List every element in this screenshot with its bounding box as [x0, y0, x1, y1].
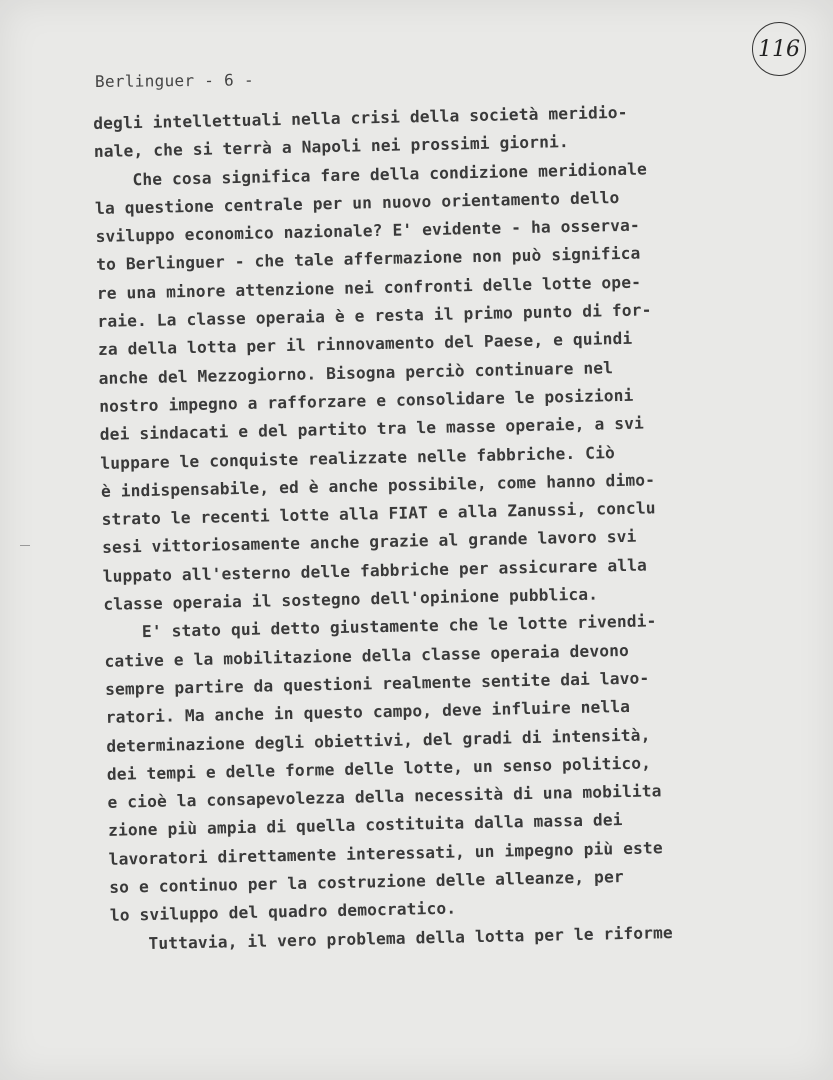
text-line: sempre partire da questioni realmente sentite dai lavo-	[104, 668, 650, 699]
page-number: 116	[758, 36, 800, 62]
page-number-stamp	[752, 22, 806, 76]
running-header: Berlinguer - 6 -	[94, 70, 255, 91]
text-line: determinazione degli obiettivi, del gradi di intensità,	[106, 724, 651, 756]
text-line: sesi vittoriosamente anche grazie al grande lavoro svi	[101, 527, 637, 558]
text-line: e cioè la consapevolezza della necessità di una mobilita	[107, 781, 662, 812]
text-line: luppare le conquiste realizzate nelle fabbriche. Ciò	[100, 442, 616, 473]
text-line: classe operaia il sostegno dell'opinione pubblica.	[103, 584, 599, 614]
text-line: cative e la mobilitazione della classe operaia devono	[104, 640, 630, 671]
text-line: Che cosa significa fare della condizione meridionale	[132, 159, 648, 189]
text-line: lo sviluppo del quadro democratico.	[109, 898, 457, 926]
text-line: za della lotta per il rinnovamento del Paese, e quindi	[97, 329, 633, 360]
text-line: lavoratori direttamente interessati, un impegno più este	[108, 837, 663, 869]
text-line: nale, che si terrà a Napoli nei prossimi giorni.	[93, 132, 569, 162]
text-line: dei tempi e delle forme delle lotte, un senso politico,	[106, 753, 652, 784]
text-line: so e continuo per la costruzione delle alleanze, per	[109, 867, 624, 897]
text-line: la questione centrale per un nuovo orientamento dello	[94, 187, 620, 218]
text-line: zione più ampia di quella costituita dalla massa dei	[107, 810, 623, 841]
text-line: nostro impegno a rafforzare e consolidare le posizioni	[99, 385, 634, 416]
typewritten-body	[93, 97, 711, 958]
text-line: sviluppo economico nazionale? E' evidente - ha osserva-	[95, 215, 640, 247]
text-line: è indispensabile, ed è anche possibile, come hanno dimo-	[100, 470, 656, 501]
text-line: to Berlinguer - che tale affermazione non può significa	[96, 244, 641, 275]
text-line: Tuttavia, il vero problema della lotta per le riforme	[148, 922, 674, 953]
text-line: ratori. Ma anche in questo campo, deve influire nella	[105, 697, 631, 728]
text-line: anche del Mezzogiorno. Bisogna perciò continuare nel	[98, 357, 614, 388]
text-line: strato le recenti lotte alla FIAT e alla Zanussi, conclu	[101, 498, 656, 530]
text-line: degli intellettuali nella crisi della società meridio-	[93, 102, 628, 133]
text-line: dei sindacati e del partito tra le masse operaie, a svi	[99, 413, 645, 445]
text-line: E' stato qui detto giustamente che le lotte rivendi-	[141, 611, 657, 642]
text-line: raie. La classe operaia è e resta il primo punto di for-	[97, 300, 652, 332]
text-line: re una minore attenzione nei confronti delle lotte ope-	[96, 272, 642, 303]
text-line: luppato all'esterno delle fabbriche per assicurare alla	[102, 555, 648, 586]
margin-mark	[20, 545, 30, 546]
